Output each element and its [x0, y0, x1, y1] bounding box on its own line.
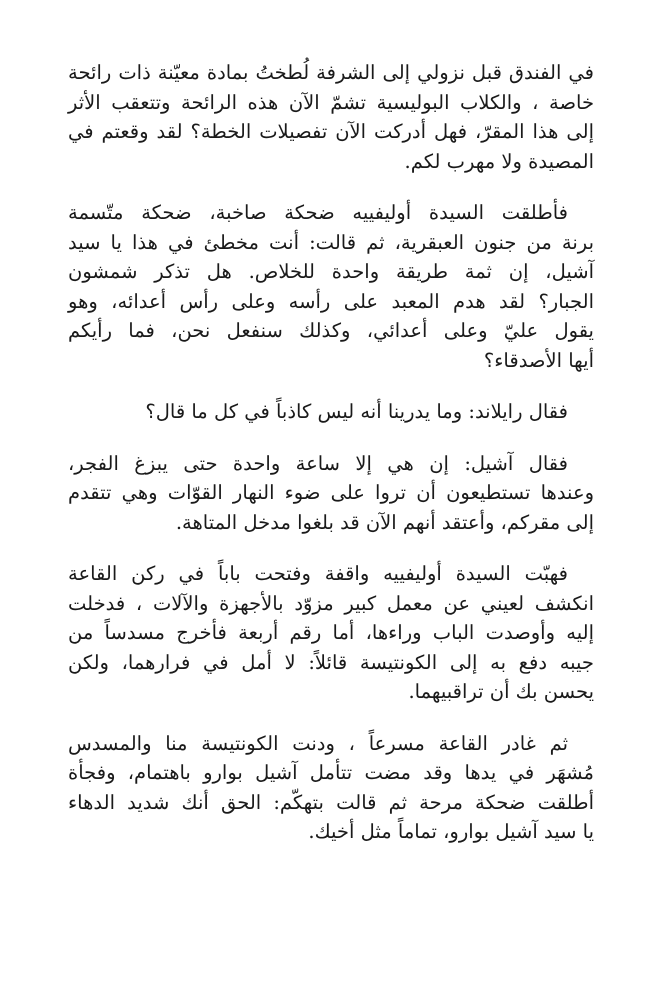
text-line: آشيل، إن ثمة طريقة واحدة للخلاص. هل تذكر شمشون — [68, 260, 594, 283]
text-line: إليه وأوصدت الباب وراءها، أما رقم أربعة فأخرج مسدساً من — [68, 621, 594, 644]
text-line — [68, 559, 594, 589]
text-line: إلى مقركم، وأعتقد أنهم الآن قد بلغوا مدخل المتاهة. — [175, 510, 594, 534]
text-line: يحسن بك أن تراقبيهما. — [408, 680, 594, 703]
book-page-text — [68, 58, 594, 869]
text-line: يا سيد آشيل بوارو، تماماً مثل أخيك. — [308, 820, 594, 843]
paragraph-2 — [68, 198, 594, 375]
text-line: أطلقت ضحكة مرحة ثم قالت بتهكّم: الحق أنك شديد الدهاء — [68, 790, 594, 814]
text-line — [68, 729, 594, 759]
text-line — [68, 198, 594, 228]
text-line: جيبه دفع به إلى الكونتيسة قائلاً: لا أمل في فرارهما، ولكن — [68, 650, 594, 674]
paragraph-4 — [68, 449, 594, 538]
text-line: انكشف لعيني عن معمل كبير مزوّد بالأجهزة والآلات ، فدخلت — [68, 591, 594, 615]
text-line: إلى هذا المقرّ، فهل أدركت الآن تفصيلات الخطة؟ لقد وقعتم في — [68, 120, 594, 143]
text-line: مُشهَر في يدها وقد مضت تتأمل آشيل بوارو باهتمام، وفجأة — [68, 761, 594, 784]
paragraph-3 — [68, 397, 594, 427]
paragraph-5 — [68, 559, 594, 707]
text-line: المصيدة ولا مهرب لكم. — [404, 149, 594, 173]
text-line-content: فقال رايلاند: وما يدرينا أنه ليس كاذباً في كل ما قال؟ — [145, 400, 568, 423]
text-line-content: فقال آشيل: إن هي إلا ساعة واحدة حتى يبزغ الفجر، — [68, 451, 568, 475]
text-line: الجبار؟ لقد هدم المعبد على رأسه وعلى رأس أعدائه، وهو — [68, 289, 594, 313]
text-line-content: ثم غادر القاعة مسرعاً ، ودنت الكونتيسة منا والمسدس — [68, 731, 568, 755]
text-line: خاصة ، والكلاب البوليسية تشمّ الآن هذه الرائحة وتتعقب الأثر — [68, 90, 594, 114]
text-line: برنة من جنون العبقرية، ثم قالت: أنت مخطئ في هذا يا سيد — [68, 230, 594, 254]
text-line-content: فهبّت السيدة أوليفييه واقفة وفتحت باباً في ركن القاعة — [68, 562, 568, 585]
paragraph-1 — [68, 58, 594, 176]
text-line — [68, 397, 594, 427]
text-line: في الفندق قبل نزولي إلى الشرفة لُطختُ بمادة معيّنة ذات رائحة — [68, 61, 594, 84]
text-line-content: فأطلقت السيدة أوليفييه ضحكة صاخبة، ضحكة متّسمة — [68, 201, 568, 224]
text-line: أيها الأصدقاء؟ — [483, 348, 594, 372]
text-line: وعندها تستطيعون أن تروا على ضوء النهار القوّات وهي تتقدم — [68, 481, 594, 504]
text-line: يقول عليّ وعلى أعدائي، وكذلك سنفعل نحن، فما رأيكم — [68, 319, 594, 342]
paragraph-6 — [68, 729, 594, 847]
text-line — [68, 449, 594, 479]
